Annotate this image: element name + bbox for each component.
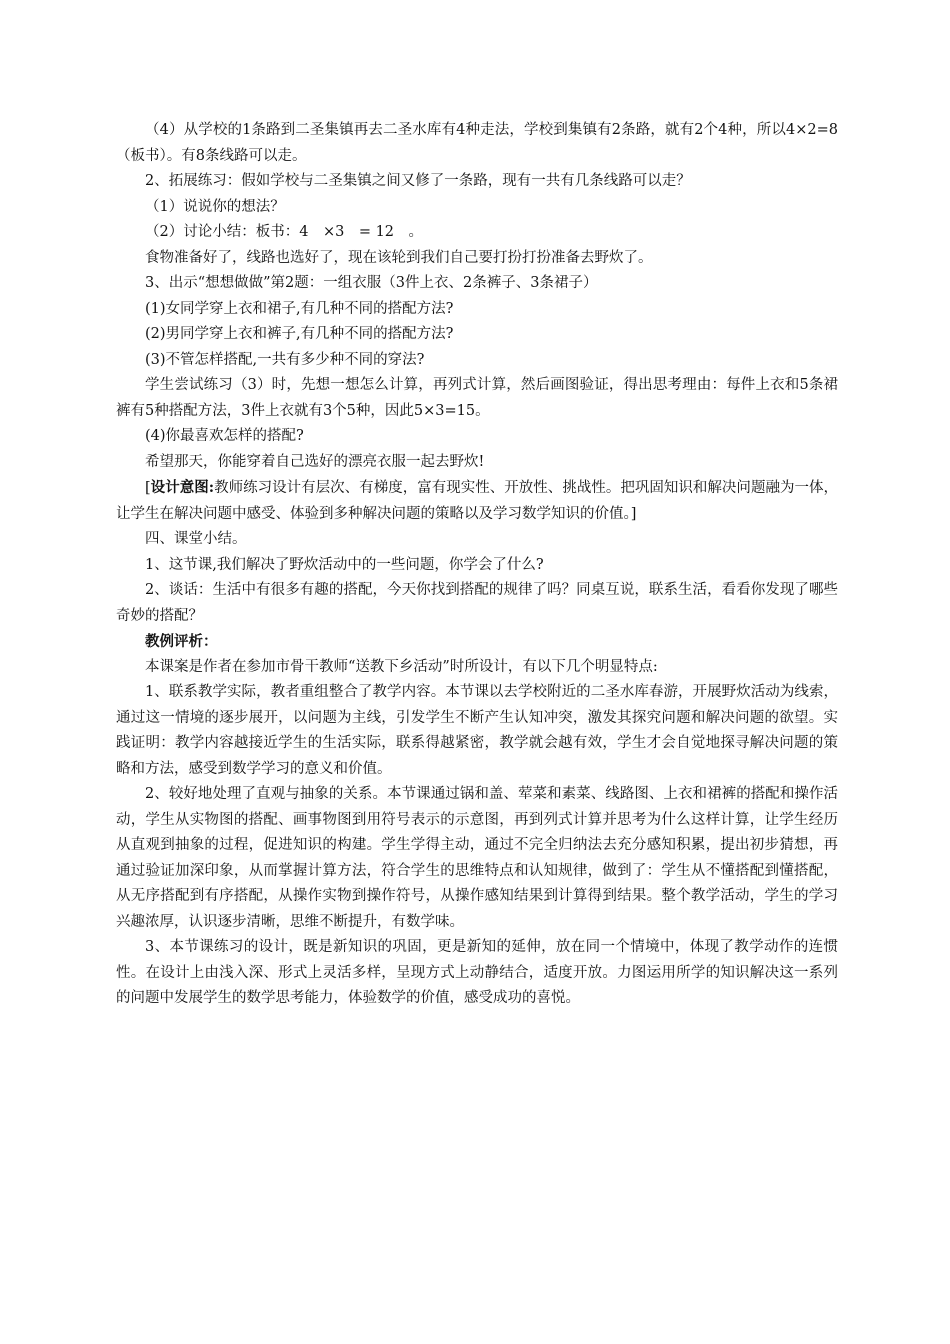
document-page (116, 118, 838, 1012)
paragraph-analysis-1: 1、联系教学实际，教者重组整合了教学内容。本节课以去学校附近的二圣水库春游，开展野炊活动为线索，通过这一情境的逐步展开，以问题为主线，引发学生不断产生认知冲突，激发其探究问题和解决问题的欲望。实践证明：教学内容越接近学生的生活实际，联系得越紧密，教学就会越有效，学生才会自觉地探寻解决问题的策略和方法，感受到数学学习的意义和价值。 (116, 684, 838, 777)
paragraph-design-intent (116, 475, 838, 527)
paragraph-discussion-summary: （2）讨论小结：板书：4 ×3 = 12 。 (145, 224, 424, 240)
design-intent-label: 设计意图: (150, 479, 215, 496)
paragraph-analysis-3: 3、本节课练习的设计，既是新知识的巩固，更是新知的延伸，放在同一个情境中，体现了教学动作的连惯性。在设计上由浅入深、形式上灵活多样，呈现方式上动静结合，适度开放。力图运用所学的知识解决这一系列的问题中发展学生的数学思考能力，体验数学的价值，感受成功的喜悦。 (116, 939, 838, 1006)
paragraph-food-ready: 食物准备好了，线路也选好了，现在该轮到我们自己要打扮打扮准备去野炊了。 (145, 249, 653, 266)
paragraph-extension-exercise: 2、拓展练习：假如学校与二圣集镇之间又修了一条路，现有一共有几条线路可以走？ (145, 173, 691, 189)
paragraph-summary-1: 1、这节课,我们解决了野炊活动中的一些问题，你学会了什么? (145, 556, 544, 573)
paragraph-analysis-2: 2、较好地处理了直观与抽象的关系。本节课通过锅和盖、荤菜和素菜、线路图、上衣和裙裤的搭配和操作活动，学生从实物图的搭配、画事物图到用符号表示的示意图，再到列式计算并思考为什么这样计算，让学生经历从直观到抽象的过程，促进知识的构建。学生学得主动，通过不完全归纳法去充分感知积累，提出初步猜想，再通过验证加深印象，从而掌握计算方法，符合学生的思维特点和认知规律，做到了：学生从不懂搭配到懂搭配，从无序搭配到有序搭配，从操作实物到操作符号，从操作感知结果到计算得到结果。整个教学活动，学生的学习兴趣浓厚，认识逐步清晰，思维不断提升，有数学味。 (116, 786, 838, 930)
paragraph-hope: 希望那天，你能穿着自己选好的漂亮衣服一起去野炊! (145, 453, 485, 470)
section-heading-summary: 四、课堂小结。 (145, 531, 247, 547)
paragraph-question-1: (1)女同学穿上衣和裙子,有几种不同的搭配方法? (145, 300, 454, 317)
paragraph-question-4: (4)你最喜欢怎样的搭配? (145, 428, 304, 444)
paragraph-question-2: (2)男同学穿上衣和裤子,有几种不同的搭配方法? (145, 326, 454, 342)
paragraph-route-count: （4）从学校的1条路到二圣集镇再去二圣水库有4种走法，学校到集镇有2条路，就有2个4种，所以4×2=8（板书）。有8条线路可以走。 (116, 122, 838, 164)
paragraph-analysis-intro: 本课案是作者在参加市骨干教师“送教下乡活动”时所设计，有以下几个明显特点: (145, 658, 658, 675)
paragraph-summary-2: 2、谈话：生活中有很多有趣的搭配，今天你找到搭配的规律了吗？同桌互说，联系生活，看看你发现了哪些奇妙的搭配？ (116, 582, 838, 624)
heading-case-analysis: 教例评析： (145, 633, 218, 650)
paragraph-student-practice: 学生尝试练习（3）时，先想一想怎么计算，再列式计算，然后画图验证，得出思考理由：每件上衣和5条裙裤有5种搭配方法，3件上衣就有3个5种，因此5×3=15。 (116, 377, 838, 419)
bracket-open: [ (145, 480, 151, 496)
design-intent-text: 教师练习设计有层次、有梯度，富有现实性、开放性、挑战性。把巩固知识和解决问题融为一体，让学生在解决问题中感受、体验到多种解决问题的策略以及学习数学知识的价值。] (116, 480, 838, 522)
paragraph-question-3: (3)不管怎样搭配,一共有多少种不同的穿法? (145, 351, 425, 368)
paragraph-say-idea: （1）说说你的想法？ (145, 198, 285, 215)
paragraph-clothes-problem: 3、出示“想想做做”第2题：一组衣服（3件上衣、2条裤子、3条裙子） (145, 275, 598, 291)
